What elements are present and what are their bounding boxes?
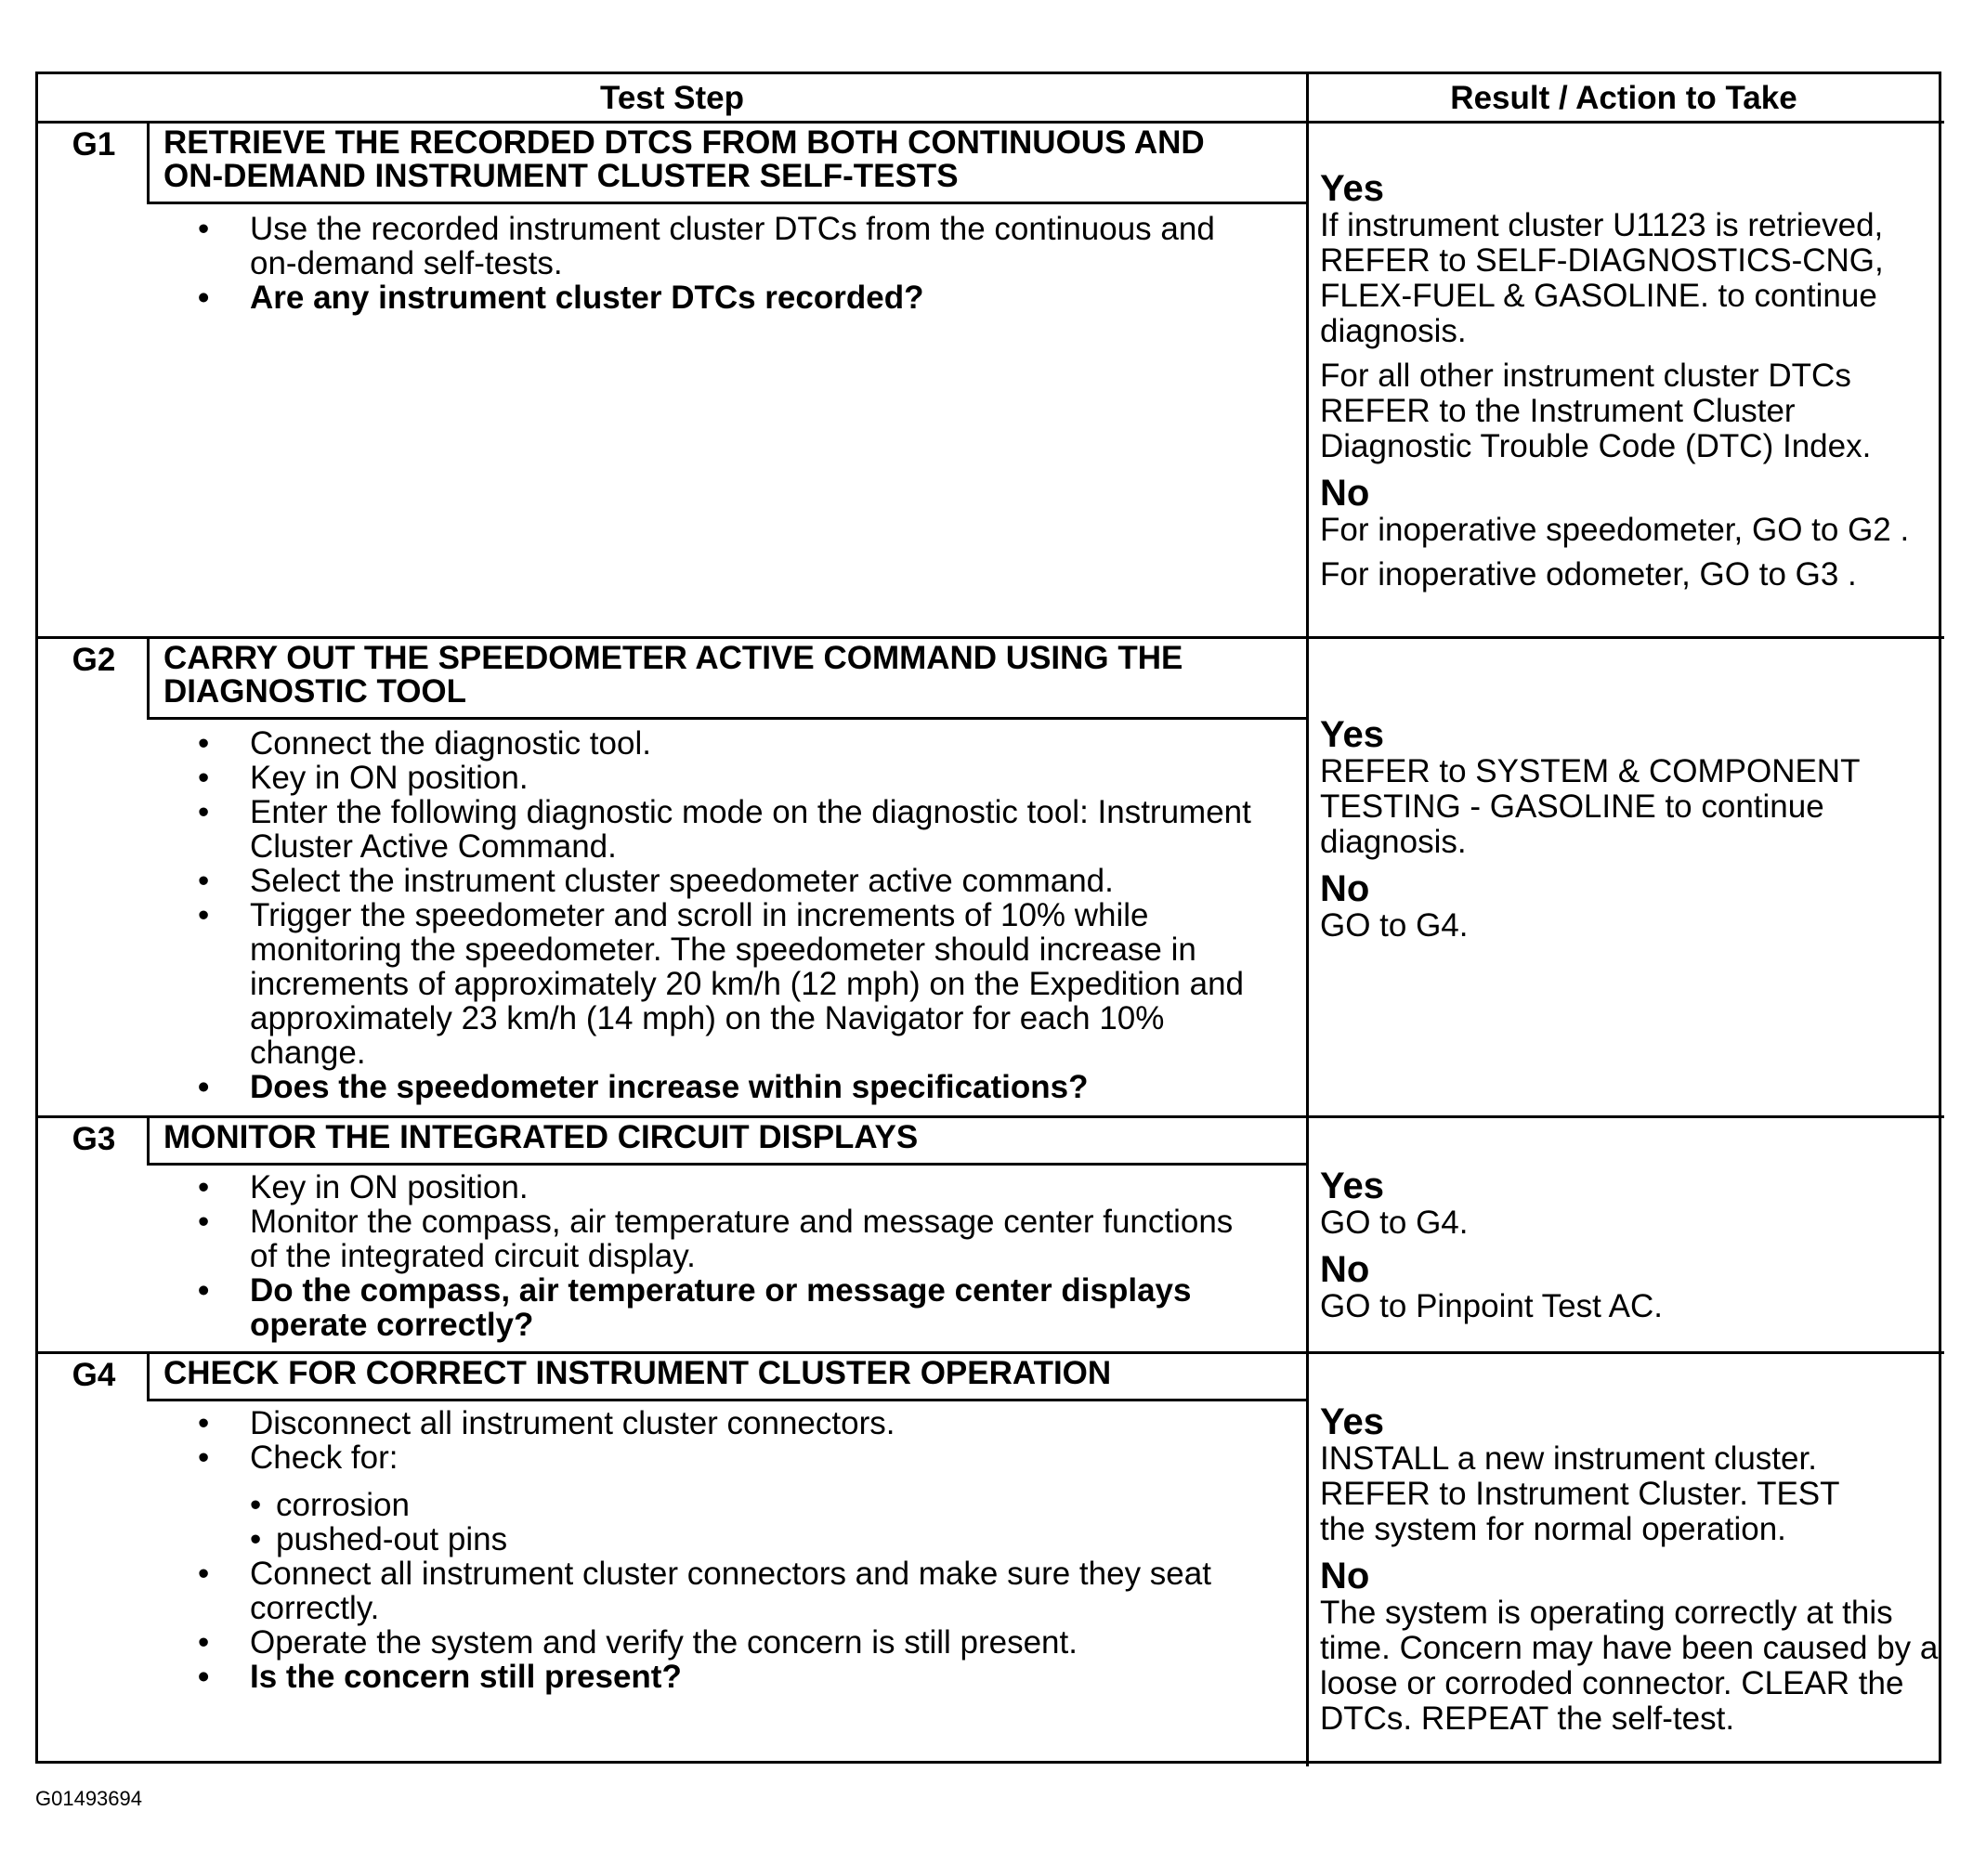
result-text: GO to Pinpoint Test AC. [1320,1288,1663,1324]
step-title-g3: MONITOR THE INTEGRATED CIRCUIT DISPLAYS [163,1119,919,1155]
no-label: No [1320,473,1370,514]
step-title-g1: RETRIEVE THE RECORDED DTCS FROM BOTH CONTINUOUS AND ON-DEMAND INSTRUMENT CLUSTER SELF-TESTS [163,124,1205,194]
step-question-g3: • Do the compass, air temperature or message center displays operate correctly? [150,1273,1255,1342]
no-label: No [1320,1249,1370,1290]
yes-label: Yes [1320,1166,1384,1206]
result-text: REFER to SYSTEM & COMPONENT TESTING - GASOLINE to continue diagnosis. [1320,753,1860,860]
step-number-g2: G2 [72,642,116,678]
step-title-g4: CHECK FOR CORRECT INSTRUMENT CLUSTER OPERATION [163,1355,1112,1391]
list-item: • pushed-out pins [250,1522,1255,1557]
step-question-g2: • Does the speedometer increase within specifications? [150,1070,1255,1104]
step-number-g1: G1 [72,126,116,163]
column-divider [1306,74,1309,1766]
list-item: • Trigger the speedometer and scroll in increments of 10% while monitoring the speedometer. The speedometer should increase in increments of approximately 20 km/h (12 mph) on the Expedition and approximately 23 km/h (14 mph) on the Navigator for each 10% change. [150,898,1255,1070]
list-item: • Connect all instrument cluster connectors and make sure they seat correctly. [150,1557,1255,1625]
result-g1 [1320,169,1952,593]
step-question-g1: • Are any instrument cluster DTCs recorded? [150,280,1255,315]
step-bullets-g4 [150,1406,1255,1694]
step-bullets-g1 [150,212,1255,315]
column-header-result-action: Result / Action to Take [1450,80,1797,116]
result-text: If instrument cluster U1123 is retrieved, REFER to SELF-DIAGNOSTICS-CNG, FLEX-FUEL & GASOLINE. to continue diagnosis. [1320,207,1884,349]
step-question-g4: • Is the concern still present? [150,1660,1255,1694]
result-text: GO to G4. [1320,1205,1469,1241]
list-item: • Connect the diagnostic tool. [150,726,1255,761]
result-text: The system is operating correctly at this time. Concern may have been caused by a loose or corroded connector. CLEAR the DTCs. REPEAT the self-test. [1320,1595,1939,1737]
figure-id: G01493694 [35,1787,142,1810]
yes-label: Yes [1320,168,1384,209]
list-item: • Disconnect all instrument cluster connectors. [150,1406,1255,1440]
result-text: For inoperative speedometer, GO to G2 . [1320,512,1910,548]
result-g2 [1320,715,1952,944]
list-item: • Key in ON position. [150,761,1255,795]
result-text: For all other instrument cluster DTCs REFER to the Instrument Cluster Diagnostic Trouble Code (DTC) Index. [1320,358,1872,464]
result-g4 [1320,1402,1952,1737]
result-text: INSTALL a new instrument cluster. REFER to Instrument Cluster. TEST the system for normal operation. [1320,1440,1839,1547]
result-text: For inoperative odometer, GO to G3 . [1320,556,1857,593]
list-item: • corrosion [250,1488,1255,1522]
result-text: GO to G4. [1320,907,1469,944]
step-bullets-g2 [150,726,1255,1104]
yes-label: Yes [1320,1401,1384,1442]
no-label: No [1320,868,1370,909]
list-item: • Select the instrument cluster speedometer active command. [150,864,1255,898]
list-item: • Key in ON position. [150,1170,1255,1205]
step-number-g3: G3 [72,1121,116,1157]
list-item: • Use the recorded instrument cluster DTCs from the continuous and on-demand self-tests. [150,212,1255,280]
diagnostic-table [35,72,1941,1764]
yes-label: Yes [1320,714,1384,755]
step-title-g2: CARRY OUT THE SPEEDOMETER ACTIVE COMMAND USING THE DIAGNOSTIC TOOL [163,640,1183,710]
list-item: • Operate the system and verify the concern is still present. [150,1625,1255,1660]
list-item: • Monitor the compass, air temperature and message center functions of the integrated circuit display. [150,1205,1255,1273]
step-bullets-g3 [150,1170,1255,1342]
result-g3 [1320,1166,1952,1324]
no-label: No [1320,1556,1370,1596]
list-item-text: Check for: [250,1440,399,1476]
sub-bullets [250,1488,1255,1557]
list-item [150,1440,1255,1557]
step-number-g4: G4 [72,1357,116,1393]
list-item: • Enter the following diagnostic mode on the diagnostic tool: Instrument Cluster Active Command. [150,795,1255,864]
header-divider [38,121,1944,124]
column-header-test-step: Test Step [600,80,744,116]
